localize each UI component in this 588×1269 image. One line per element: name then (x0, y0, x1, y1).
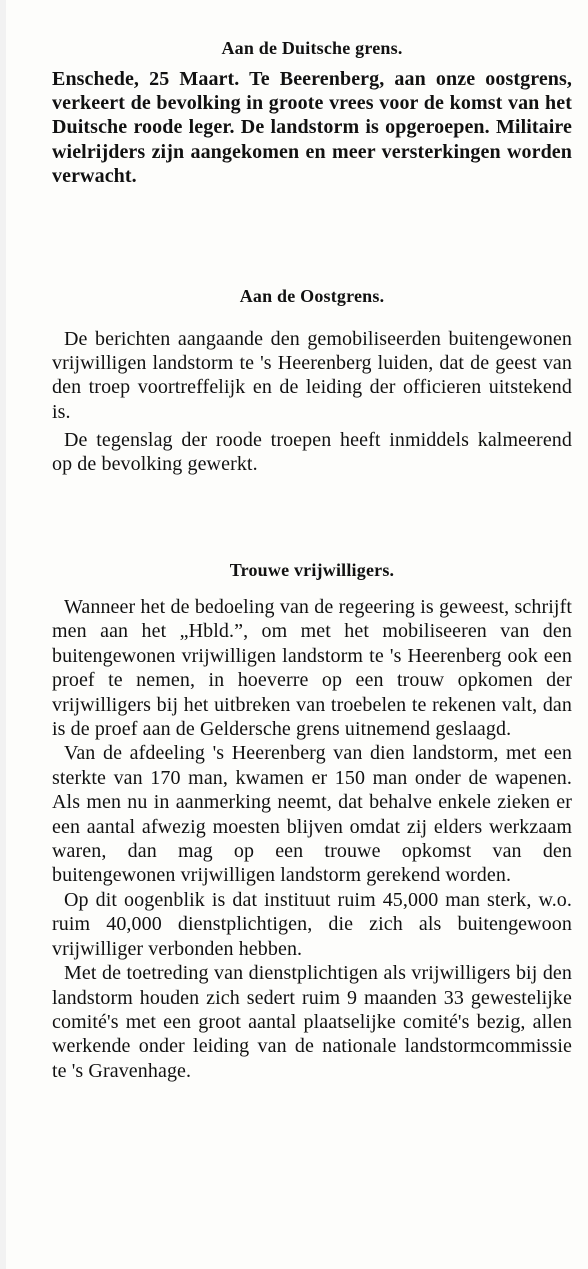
paragraph-text: Te Beerenberg, aan onze oostgrens, verkeert de bevolking in groote vrees voor de komst van het Duitsche roode leger. De landstorm is opgeroepen. Militaire wielrijders zijn aangekomen en meer versterkingen worden verwacht. (52, 68, 573, 187)
article-duitsche-grens (52, 38, 572, 188)
article-headline: Aan de Duitsche grens. (221, 38, 403, 58)
article-paragraph: Van de afdeeling 's Heerenberg van dien landstorm, met een sterkte van 170 man, kwamen er 150 man onder de wapenen. Als men nu in aanmerking neemt, dat behalve enkele zieken er een aantal afwezig moesten blijven omdat zij elders werkzaam waren, dan mag op een trouwe opkomst van den buitengewonen vrijwilligen landstorm gerekend worden. (52, 742, 572, 887)
article-paragraph: Met de toetreding van dienstplichtigen als vrijwilligers bij den landstorm houden zich sedert ruim 9 maanden 33 gewestelijke comité's met een groot aantal plaatselijke comité's bezig, allen werkende onder leiding van de nationale landstormcommissie te 's Gravenhage. (52, 962, 572, 1082)
article-oostgrens (52, 286, 572, 476)
article-paragraph: Wanneer het de bedoeling van de regeering is geweest, schrijft men aan het „Hbld.”, om met het mobiliseeren van den buitengewonen vrijwilligen landstorm te 's Heerenberg ook een proef te nemen, in hoeverre op een trouw opkomen der vrijwilligers bij het uitbreken van troebelen te rekenen valt, dan is de proef aan de Geldersche grens uitnemend geslaagd. (52, 596, 572, 741)
scan-edge (0, 0, 6, 1269)
article-paragraph: De tegenslag der roode troepen heeft inmiddels kalmeerend op de bevolking gewerkt. (52, 428, 572, 476)
article-paragraph: De berichten aangaande den gemobiliseerden buitengewonen vrijwilligen landstorm te 's Heerenberg luiden, dat de geest van den troep voortreffelijk en de leiding der officieren uitstekend is. (52, 328, 572, 423)
dateline: Enschede, 25 Maart. (52, 68, 240, 90)
article-paragraph (52, 67, 572, 188)
article-headline: Aan de Oostgrens. (239, 286, 385, 306)
article-trouwe-vrijwilligers (52, 560, 572, 1083)
article-headline: Trouwe vrijwilligers. (229, 560, 395, 580)
article-paragraph: Op dit oogenblik is dat instituut ruim 45,000 man sterk, w.o. ruim 40,000 dienstplichtigen, die zich als buitengewoon vrijwilliger verbonden hebben. (52, 888, 572, 960)
